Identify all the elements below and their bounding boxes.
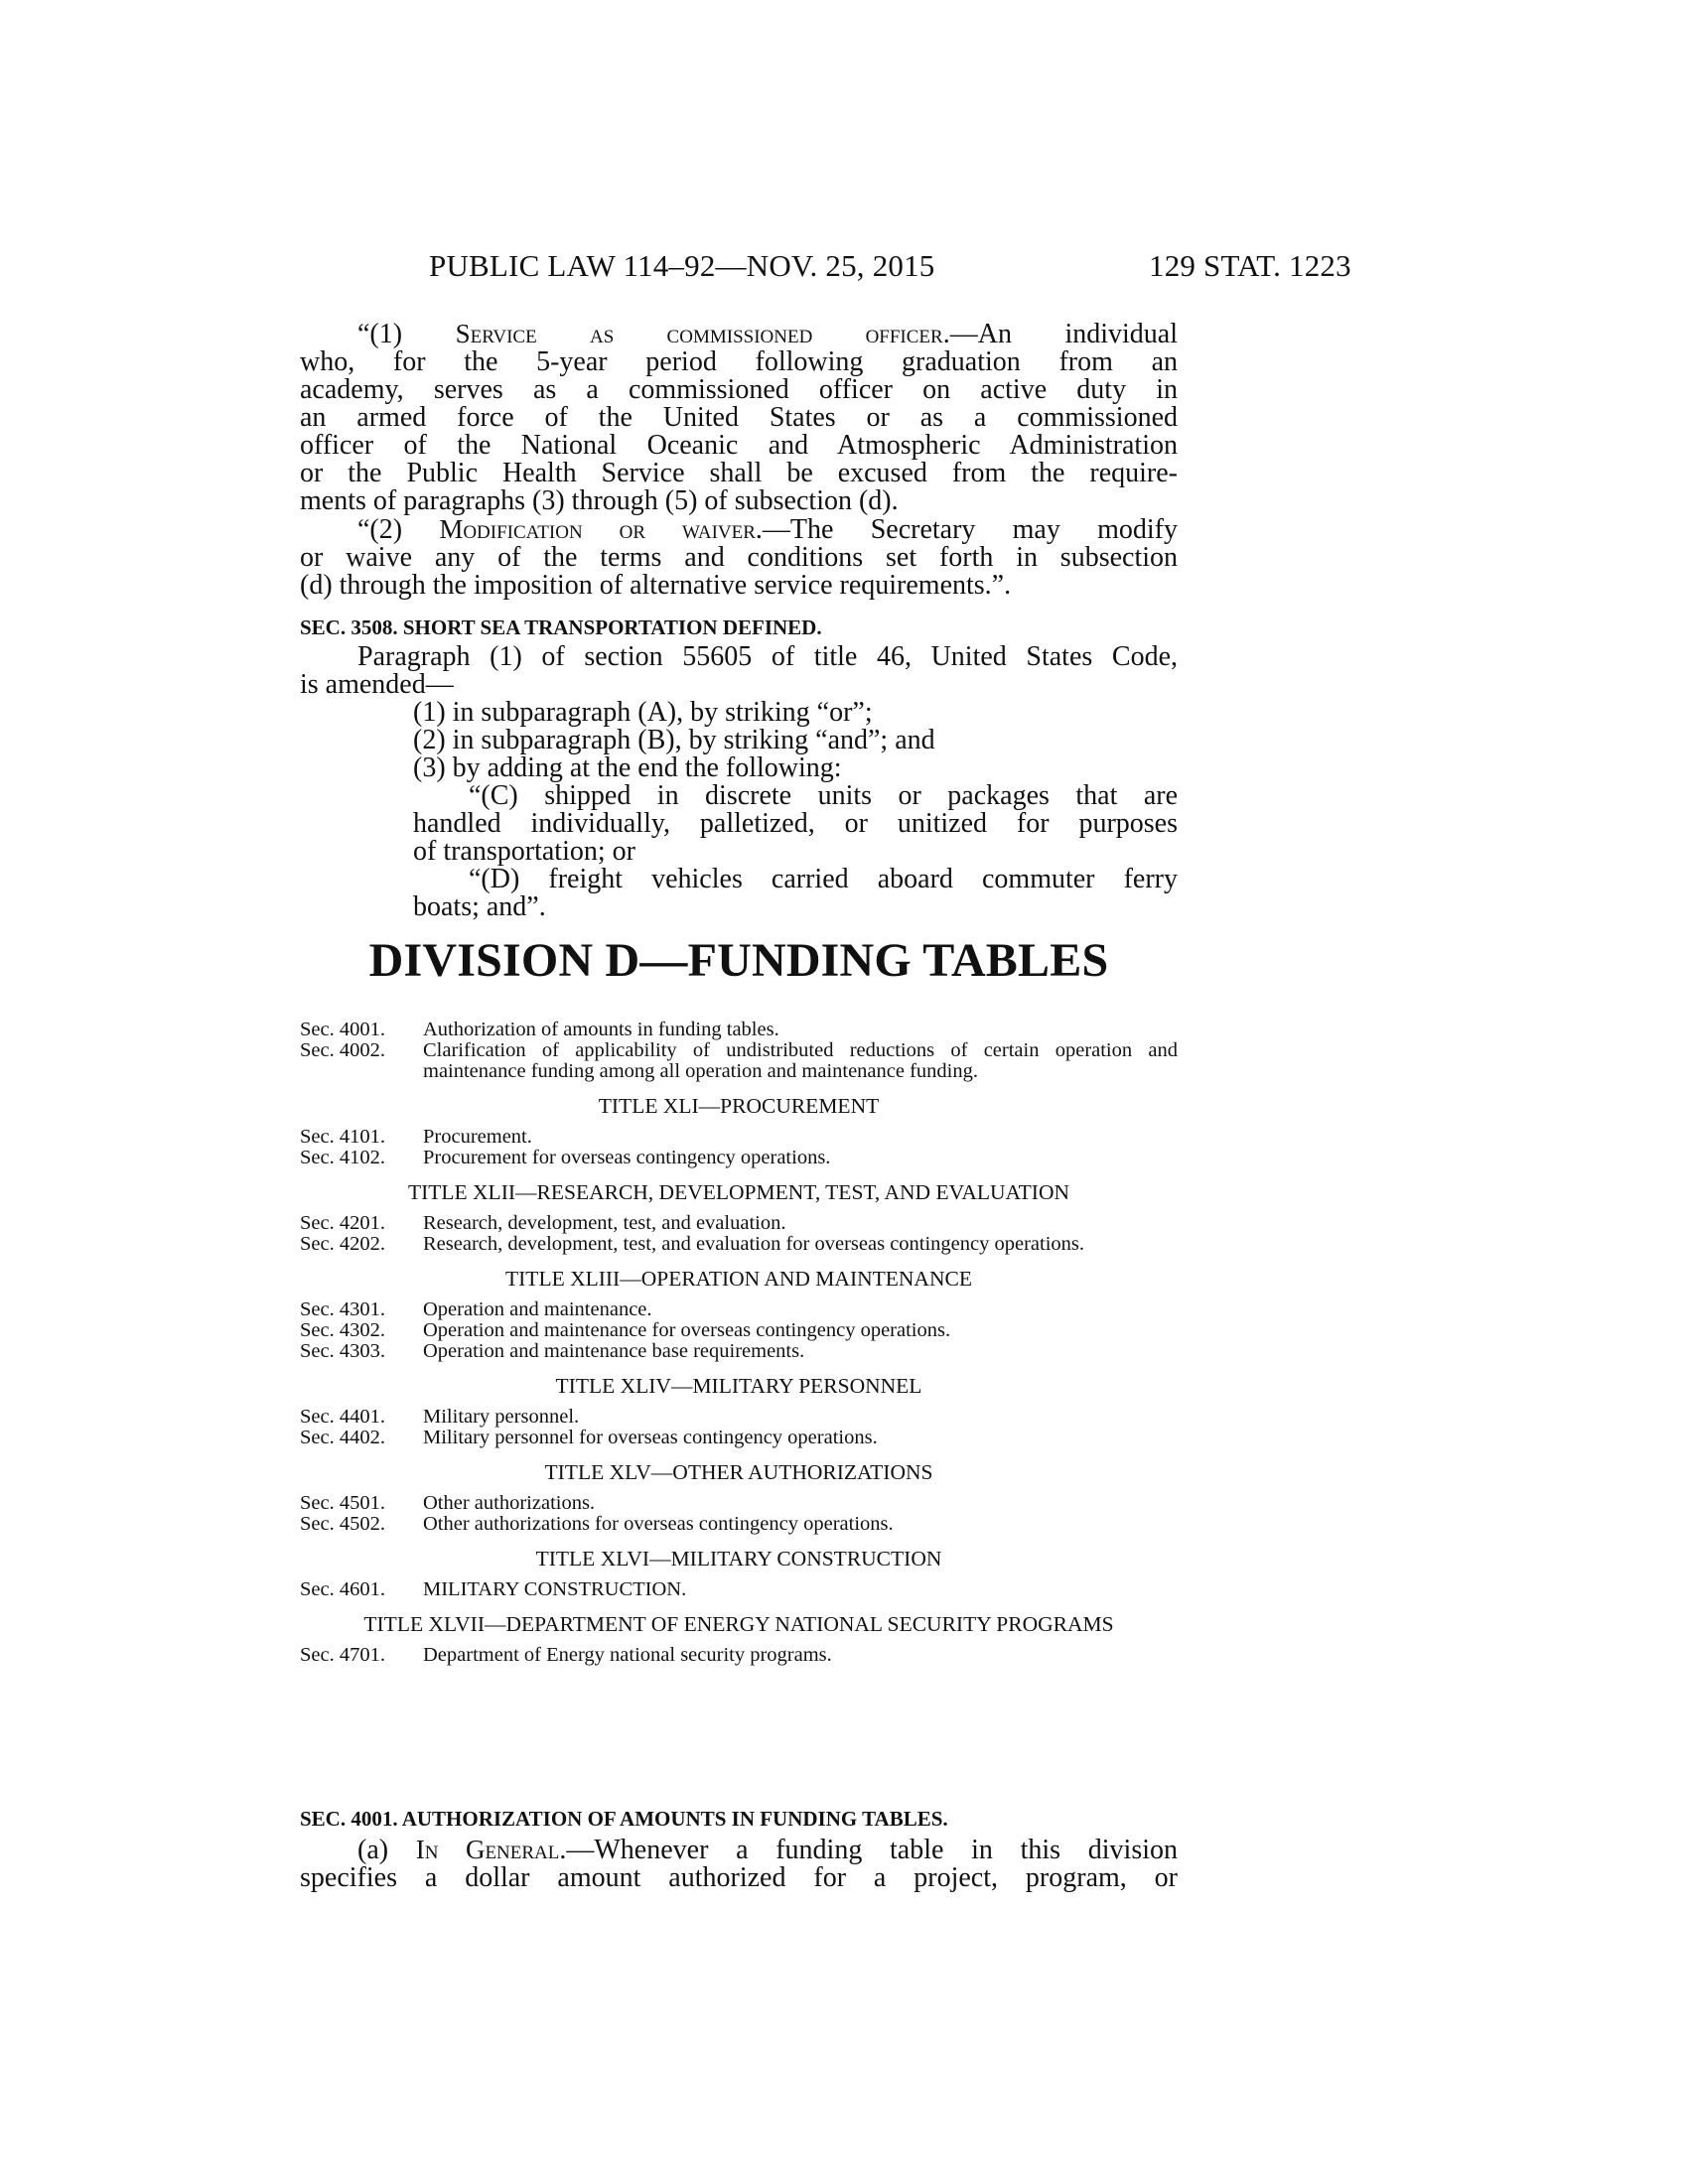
toc-entry-text: Operation and maintenance for overseas contingency operations. <box>423 1319 951 1341</box>
toc-entry-number: Sec. 4402. <box>300 1427 385 1448</box>
para1-line-1-text: .—An individual <box>942 319 1179 349</box>
division-table-of-contents <box>300 1020 1178 1666</box>
para1-line-1 <box>300 320 1178 348</box>
toc-entry-text: Department of Energy national security programs. <box>423 1644 832 1666</box>
sec-3508-item-3: (3) by adding at the end the following: <box>413 752 842 783</box>
subsection-paragraphs <box>300 320 1178 600</box>
para1-line-3: academy, serves as a commissioned officer on active duty in <box>300 374 1178 405</box>
toc-entry-4501 <box>300 1493 1178 1514</box>
toc-entry-4601 <box>300 1579 1178 1600</box>
toc-entry-text: MILITARY CONSTRUCTION. <box>423 1578 687 1600</box>
toc-entry-number: Sec. 4201. <box>300 1212 385 1234</box>
para2-label: “(2) <box>357 514 440 545</box>
quoted-c-line-1: “(C) shipped in discrete units or packages that are <box>469 780 1178 811</box>
sec-3508-item-1: (1) in subparagraph (A), by striking “or”; <box>413 697 873 728</box>
toc-title-xli: TITLE XLI—PROCUREMENT <box>598 1094 880 1118</box>
para1-label: “(1) <box>357 319 456 349</box>
toc-entry-text: Research, development, test, and evaluation for overseas contingency operations. <box>423 1233 1085 1255</box>
toc-entry-text: Research, development, test, and evaluation. <box>423 1212 786 1234</box>
toc-entry-number: Sec. 4101. <box>300 1126 385 1148</box>
para1-line-4: an armed force of the United States or as a commissioned <box>300 402 1178 433</box>
toc-entry-number: Sec. 4601. <box>300 1578 385 1600</box>
para1-line-7: ments of paragraphs (3) through (5) of subsection (d). <box>300 485 899 516</box>
toc-entry-text: Military personnel. <box>423 1406 580 1428</box>
toc-entry-4102 <box>300 1148 1178 1168</box>
sec-4001-subsection-label: (a) <box>357 1835 416 1865</box>
toc-entry-4002 <box>300 1040 1178 1082</box>
toc-entry-4202 <box>300 1234 1178 1255</box>
toc-entry-number: Sec. 4502. <box>300 1513 385 1535</box>
toc-title-xliii: TITLE XLIII—OPERATION AND MAINTENANCE <box>505 1267 972 1291</box>
running-header-title: PUBLIC LAW 114–92—NOV. 25, 2015 <box>429 248 935 283</box>
toc-entry-text: Other authorizations for overseas contingency operations. <box>423 1513 894 1535</box>
sec-4001-body <box>300 1836 1178 1892</box>
quoted-d-line-1: “(D) freight vehicles carried aboard commuter ferry <box>469 864 1178 894</box>
toc-entry-text: Procurement. <box>423 1126 532 1148</box>
toc-entry-number: Sec. 4501. <box>300 1492 385 1514</box>
sec-3508-intro-line-2: is amended— <box>300 669 454 700</box>
toc-entry-4302 <box>300 1320 1178 1341</box>
sec-4001-line-1 <box>300 1836 1178 1864</box>
sec-3508-intro-line-1: Paragraph (1) of section 55605 of title 46, United States Code, <box>357 641 1178 672</box>
toc-title-xlii: TITLE XLII—RESEARCH, DEVELOPMENT, TEST, AND EVALUATION <box>407 1180 1070 1204</box>
sec-4001-line-1-text: .—Whenever a funding table in this division <box>559 1835 1178 1865</box>
toc-entry-4301 <box>300 1299 1178 1320</box>
toc-entry-text: Procurement for overseas contingency operations. <box>423 1147 831 1168</box>
para2-line-2: or waive any of the terms and conditions set forth in subsection <box>300 542 1178 573</box>
toc-entry-number: Sec. 4202. <box>300 1233 385 1255</box>
para1-heading: Service as commissioned officer <box>455 319 943 348</box>
para2-heading: Modification or waiver <box>439 514 756 544</box>
toc-title-xlvii: TITLE XLVII—DEPARTMENT OF ENERGY NATIONAL SECURITY PROGRAMS <box>363 1612 1114 1636</box>
toc-entry-4502 <box>300 1514 1178 1535</box>
sec-4001-heading: SEC. 4001. AUTHORIZATION OF AMOUNTS IN FUNDING TABLES. <box>300 1807 948 1831</box>
toc-entry-4101 <box>300 1127 1178 1148</box>
toc-entry-4201 <box>300 1213 1178 1234</box>
toc-title-xlv: TITLE XLV—OTHER AUTHORIZATIONS <box>544 1460 933 1484</box>
toc-entry-text: Clarification of applicability of undistributed reductions of certain operation and maintenance funding among all operation and maintenance funding. <box>423 1039 1178 1082</box>
division-title: DIVISION D—FUNDING TABLES <box>368 934 1109 987</box>
toc-entry-4701 <box>300 1645 1178 1666</box>
sec-3508-body <box>300 643 1178 921</box>
toc-entry-text: Authorization of amounts in funding tables. <box>423 1019 779 1040</box>
toc-entry-text: Other authorizations. <box>423 1492 596 1514</box>
toc-entry-number: Sec. 4401. <box>300 1406 385 1428</box>
toc-entry-number: Sec. 4102. <box>300 1147 385 1168</box>
quoted-d-line-2: boats; and”. <box>413 891 546 922</box>
para2-line-1-text: .—The Secretary may modify <box>755 514 1178 545</box>
toc-title-xlvi: TITLE XLVI—MILITARY CONSTRUCTION <box>535 1547 942 1570</box>
sec-4001-line-2: specifies a dollar amount authorized for a project, program, or <box>300 1862 1178 1893</box>
toc-entry-number: Sec. 4302. <box>300 1319 385 1341</box>
quoted-c-line-3: of transportation; or <box>413 836 635 867</box>
toc-entry-number: Sec. 4301. <box>300 1298 385 1320</box>
para1-line-6: or the Public Health Service shall be excused from the require- <box>300 458 1178 488</box>
quoted-c-line-2: handled individually, palletized, or unitized for purposes <box>413 808 1178 839</box>
toc-entry-4401 <box>300 1407 1178 1428</box>
toc-entry-number: Sec. 4701. <box>300 1644 385 1666</box>
para1-line-5: officer of the National Oceanic and Atmospheric Administration <box>300 430 1178 461</box>
para2-line-1 <box>300 515 1178 544</box>
sec-3508-heading: SEC. 3508. SHORT SEA TRANSPORTATION DEFINED. <box>300 615 822 639</box>
toc-entry-text: Military personnel for overseas contingency operations. <box>423 1427 878 1448</box>
toc-entry-4001 <box>300 1020 1178 1040</box>
running-header-stat-page: 129 STAT. 1223 <box>1149 248 1351 283</box>
sec-3508-item-2: (2) in subparagraph (B), by striking “and”; and <box>413 725 935 755</box>
para2-line-3: (d) through the imposition of alternative service requirements.”. <box>300 570 1012 601</box>
sec-4001-subheading: In General <box>415 1835 560 1864</box>
toc-title-xliv: TITLE XLIV—MILITARY PERSONNEL <box>555 1374 922 1398</box>
toc-entry-4303 <box>300 1341 1178 1362</box>
toc-entry-number: Sec. 4303. <box>300 1340 385 1362</box>
toc-entry-number: Sec. 4001. <box>300 1019 385 1040</box>
para1-line-2: who, for the 5-year period following graduation from an <box>300 346 1178 377</box>
toc-entry-number: Sec. 4002. <box>300 1039 385 1061</box>
toc-entry-text: Operation and maintenance base requirements. <box>423 1340 805 1362</box>
toc-entry-text: Operation and maintenance. <box>423 1298 652 1320</box>
toc-entry-4402 <box>300 1428 1178 1448</box>
